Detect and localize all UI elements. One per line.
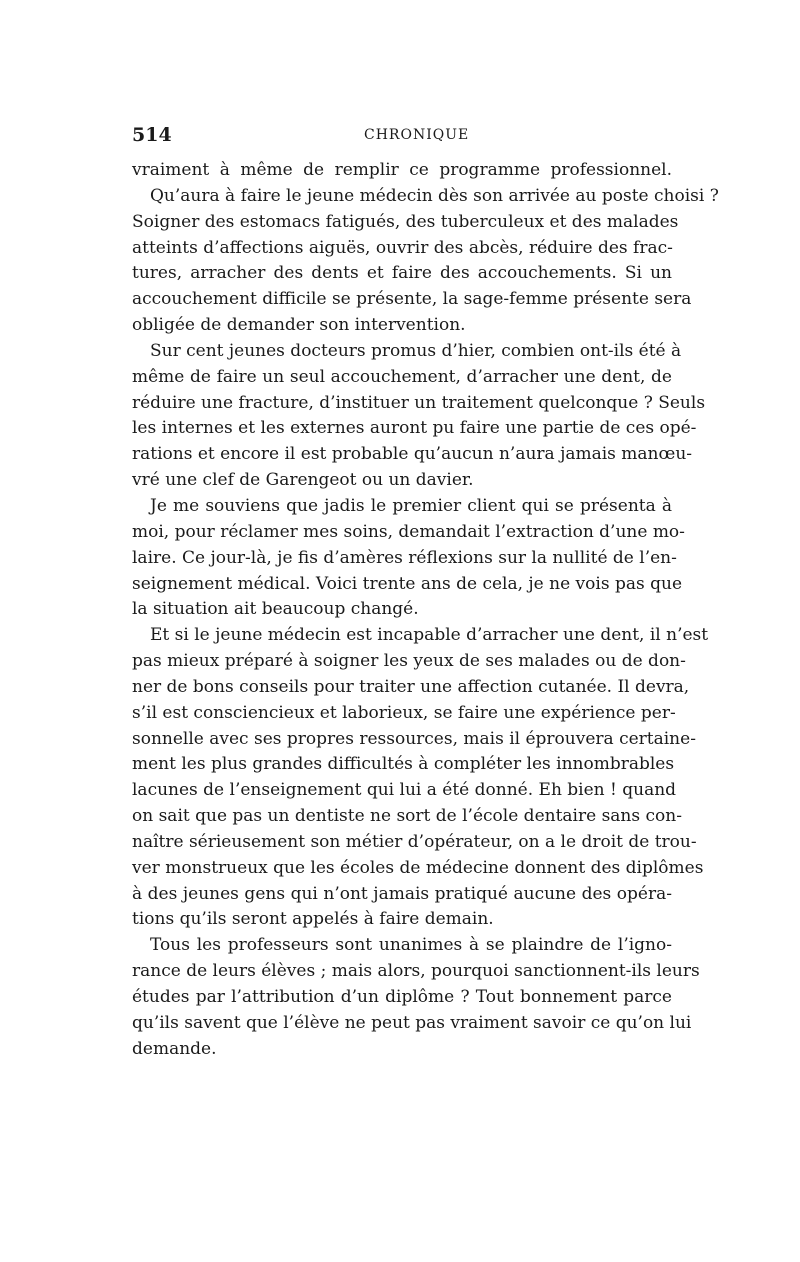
text-line: ner de bons conseils pour traiter une affection cutanée. Il devra,: [132, 676, 690, 697]
running-head: CHRONIQUE: [364, 127, 470, 143]
paragraph-first-line: Et si le jeune médecin est incapable d’arracher une dent, il n’est: [150, 625, 709, 646]
text-line: moi, pour réclamer mes soins, demandait l’extraction d’une mo-: [132, 521, 685, 542]
paragraph-last-line: demande.: [132, 1038, 217, 1059]
paragraph-first-line: Tous les professeurs sont unanimes à se plaindre de l’igno-: [150, 935, 672, 956]
page-header: [132, 124, 672, 148]
text-line: Soigner des estomacs fatigués, des tuberculeux et des malades: [132, 211, 679, 232]
paragraph-last-line: vré une clef de Garengeot ou un davier.: [132, 470, 474, 491]
text-line: pas mieux préparé à soigner les yeux de ses malades ou de don-: [132, 651, 686, 672]
paragraph-last-line: tions qu’ils seront appelés à faire demain.: [132, 909, 494, 930]
text-line: tures, arracher des dents et faire des accouchements. Si un: [132, 263, 672, 284]
body-text: [132, 158, 719, 1063]
text-line: vraiment à même de remplir ce programme professionnel.: [132, 160, 672, 180]
text-line: études par l’attribution d’un diplôme ? Tout bonnement parce: [132, 987, 672, 1007]
paragraph-first-line: Qu’aura à faire le jeune médecin dès son arrivée au poste choisi ?: [150, 185, 719, 206]
text-line: seignement médical. Voici trente ans de cela, je ne vois pas que: [132, 573, 683, 594]
text-line: ment les plus grandes difficultés à compléter les innombrables: [132, 754, 675, 775]
text-line: naître sérieusement son métier d’opérateur, on a le droit de trou-: [132, 831, 697, 852]
text-line: même de faire un seul accouchement, d’arracher une dent, de: [132, 366, 672, 387]
text-line: atteints d’affections aiguës, ouvrir des abcès, réduire des frac-: [132, 237, 673, 258]
text-line: ver monstrueux que les écoles de médecine donnent des diplômes: [132, 857, 704, 878]
paragraph-first-line: Je me souviens que jadis le premier client qui se présenta à: [150, 495, 672, 516]
text-line: rations et encore il est probable qu’aucun n’aura jamais manœu-: [132, 444, 693, 465]
paragraph-first-line: Sur cent jeunes docteurs promus d’hier, combien ont-ils été à: [150, 340, 682, 361]
text-line: qu’ils savent que l’élève ne peut pas vraiment savoir ce qu’on lui: [132, 1012, 692, 1033]
text-line: les internes et les externes auront pu faire une partie de ces opé-: [132, 418, 697, 439]
paragraph-last-line: obligée de demander son intervention.: [132, 315, 466, 336]
text-line: accouchement difficile se présente, la sage-femme présente sera: [132, 289, 692, 310]
text-line: s’il est consciencieux et laborieux, se faire une expérience per-: [132, 702, 676, 723]
text-line: à des jeunes gens qui n’ont jamais pratiqué aucune des opéra-: [132, 883, 672, 904]
text-line: rance de leurs élèves ; mais alors, pourquoi sanctionnent-ils leurs: [132, 961, 700, 982]
text-line: lacunes de l’enseignement qui lui a été donné. Eh bien ! quand: [132, 780, 677, 801]
text-line: on sait que pas un dentiste ne sort de l’école dentaire sans con-: [132, 806, 682, 827]
text-line: laire. Ce jour-là, je fis d’amères réflexions sur la nullité de l’en-: [132, 547, 677, 568]
text-line: réduire une fracture, d’instituer un traitement quelconque ? Seuls: [132, 392, 706, 413]
text-line: sonnelle avec ses propres ressources, mais il éprouvera certaine-: [132, 728, 696, 749]
page-number: 514: [132, 124, 172, 146]
paragraph-last-line: la situation ait beaucoup changé.: [132, 599, 419, 620]
